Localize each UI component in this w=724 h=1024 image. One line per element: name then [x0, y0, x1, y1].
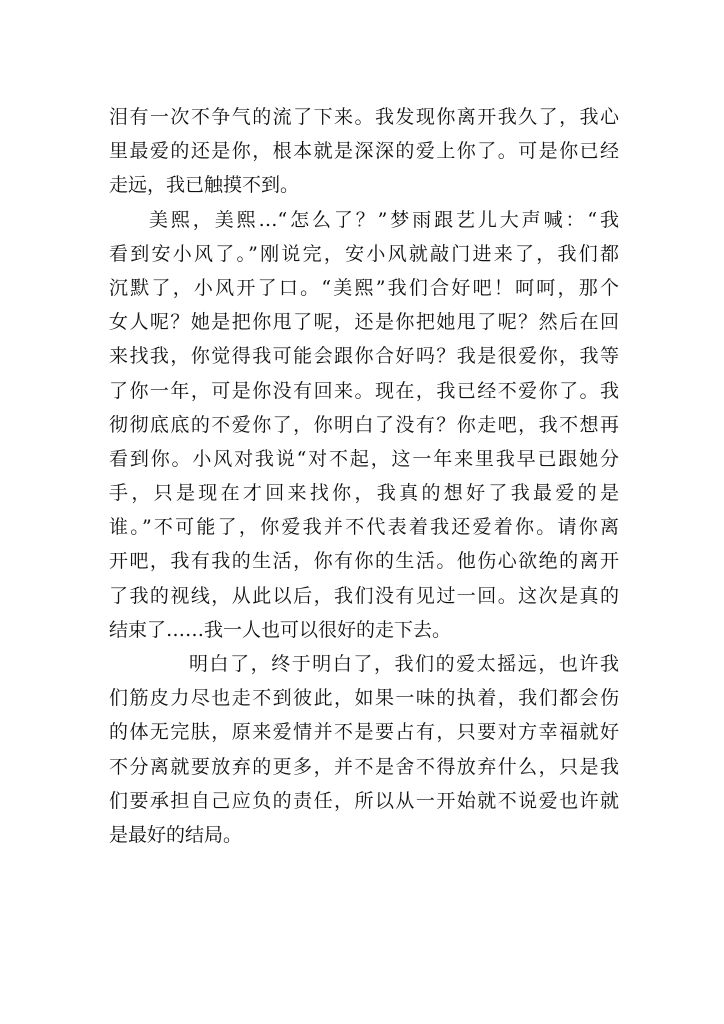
text-line: 的体无完肤，原来爱情并不是要占有，只要对方幸福就好 — [109, 721, 619, 744]
text-line: 走远，我已触摸不到。 — [109, 174, 300, 197]
body-text — [109, 100, 619, 852]
text-line: 们要承担自己应负的责任，所以从一开始就不说爱也许就 — [109, 789, 619, 812]
paragraph-first-line: 美熙，美熙…“怎么了？”梦雨跟艺儿大声喊：“我 — [149, 208, 619, 231]
text-line: 谁。”不可能了，你爱我并不代表着我还爱着你。请你离 — [109, 516, 619, 539]
text-line: 泪有一次不争气的流了下来。我发现你离开我久了，我心 — [109, 106, 619, 128]
text-line: 手，只是现在才回来找你，我真的想好了我最爱的是 — [109, 482, 619, 505]
text-line: 开吧，我有我的生活，你有你的生活。他伤心欲绝的离开 — [109, 550, 619, 573]
text-line: 里最爱的还是你，根本就是深深的爱上你了。可是你已经 — [109, 140, 619, 163]
text-line: 不分离就要放弃的更多，并不是舍不得放弃什么，只是我 — [109, 755, 619, 778]
text-line: 看到你。小风对我说“对不起，这一年来里我早已跟她分 — [109, 447, 619, 470]
text-line: 看到安小风了。”刚说完，安小风就敲门进来了，我们都 — [109, 242, 619, 265]
text-line: 是最好的结局。 — [109, 823, 243, 846]
text-line: 了你一年，可是你没有回来。现在，我已经不爱你了。我 — [109, 379, 619, 402]
text-line: 沉默了，小风开了口。“美熙”我们合好吧！呵呵，那个 — [109, 276, 619, 299]
text-line: 了我的视线，从此以后，我们没有见过一回。这次是真的 — [109, 584, 619, 607]
text-line: 彻彻底底的不爱你了，你明白了没有？你走吧，我不想再 — [109, 413, 619, 436]
text-line: 女人呢？她是把你甩了呢，还是你把她甩了呢？然后在回 — [109, 311, 619, 334]
text-line: 结束了……我一人也可以很好的走下去。 — [109, 618, 452, 641]
text-line: 来找我，你觉得我可能会跟你合好吗？我是很爱你，我等 — [109, 345, 619, 368]
text-line: 们筋皮力尽也走不到彼此，如果一味的执着，我们都会伤 — [109, 687, 619, 710]
paragraph-first-line: 明白了，终于明白了，我们的爱太摇远，也许我 — [189, 653, 619, 675]
